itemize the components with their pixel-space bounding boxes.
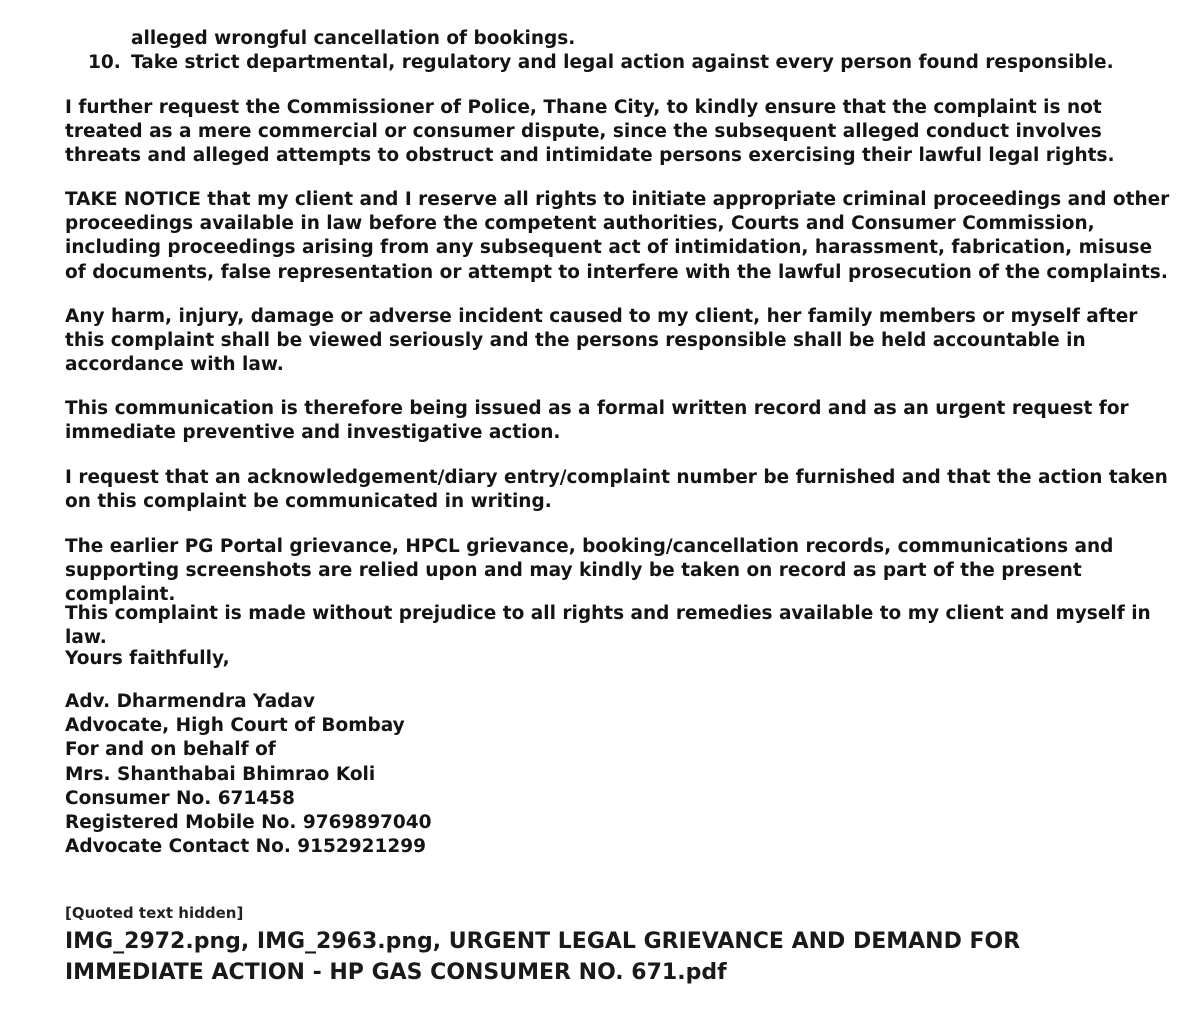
- quoted-text-hidden-link[interactable]: [Quoted text hidden]: [65, 904, 244, 922]
- list-item-number-10: 10.: [88, 52, 121, 73]
- paragraph-records-relied-upon: The earlier PG Portal grievance, HPCL grievance, booking/cancellation records, communications and supporting screenshots are relied upon and may kindly be taken on record as part of the present complaint.: [65, 536, 1114, 606]
- signature-title: Advocate, High Court of Bombay: [65, 715, 405, 737]
- signature-mobile: Registered Mobile No. 9769897040: [65, 812, 432, 834]
- signature-block: [65, 690, 1175, 859]
- attachments-list[interactable]: IMG_2972.png, IMG_2963.png, URGENT LEGAL GRIEVANCE AND DEMAND FOR IMMEDIATE ACTION - HP GAS CONSUMER NO. 671.pdf: [65, 929, 1021, 985]
- signature-client: Mrs. Shanthabai Bhimrao Koli: [65, 763, 376, 785]
- list-item-10: Take strict departmental, regulatory and legal action against every person found responsible.: [131, 52, 1114, 73]
- paragraph-take-notice: TAKE NOTICE that my client and I reserve all rights to initiate appropriate criminal proceedings and other proceedings available in law before the competent authorities, Courts and Consumer Commission, including proceedings arising from any subsequent act of intimidation, harassment, fabrication, misuse of documents, false representation or attempt to interfere with the lawful prosecution of the complaints.: [65, 189, 1170, 283]
- paragraph-without-prejudice: This complaint is made without prejudice to all rights and remedies available to my client and myself in law.: [65, 603, 1151, 649]
- list-item-continuation: alleged wrongful cancellation of bookings.: [131, 28, 576, 49]
- paragraph-harm-warning: Any harm, injury, damage or adverse incident caused to my client, her family members or myself after this complaint shall be viewed seriously and the persons responsible shall be held accountable in accordance with law.: [65, 306, 1138, 376]
- signature-name: Adv. Dharmendra Yadav: [65, 691, 315, 712]
- signature-behalf: For and on behalf of: [65, 739, 276, 761]
- signature-consumer-no: Consumer No. 671458: [65, 787, 295, 809]
- closing-salutation: Yours faithfully,: [65, 648, 230, 669]
- paragraph-acknowledgement-request: I request that an acknowledgement/diary entry/complaint number be furnished and that the action taken on this complaint be communicated in writing.: [65, 467, 1168, 513]
- signature-contact: Advocate Contact No. 9152921299: [65, 836, 427, 858]
- paragraph-formal-record: This communication is therefore being issued as a formal written record and as an urgent request for immediate preventive and investigative action.: [65, 398, 1129, 444]
- paragraph-commissioner-request: I further request the Commissioner of Police, Thane City, to kindly ensure that the complaint is not treated as a mere commercial or consumer dispute, since the subsequent alleged conduct involves threats and alleged attempts to obstruct and intimidate persons exercising their lawful legal rights.: [65, 97, 1115, 167]
